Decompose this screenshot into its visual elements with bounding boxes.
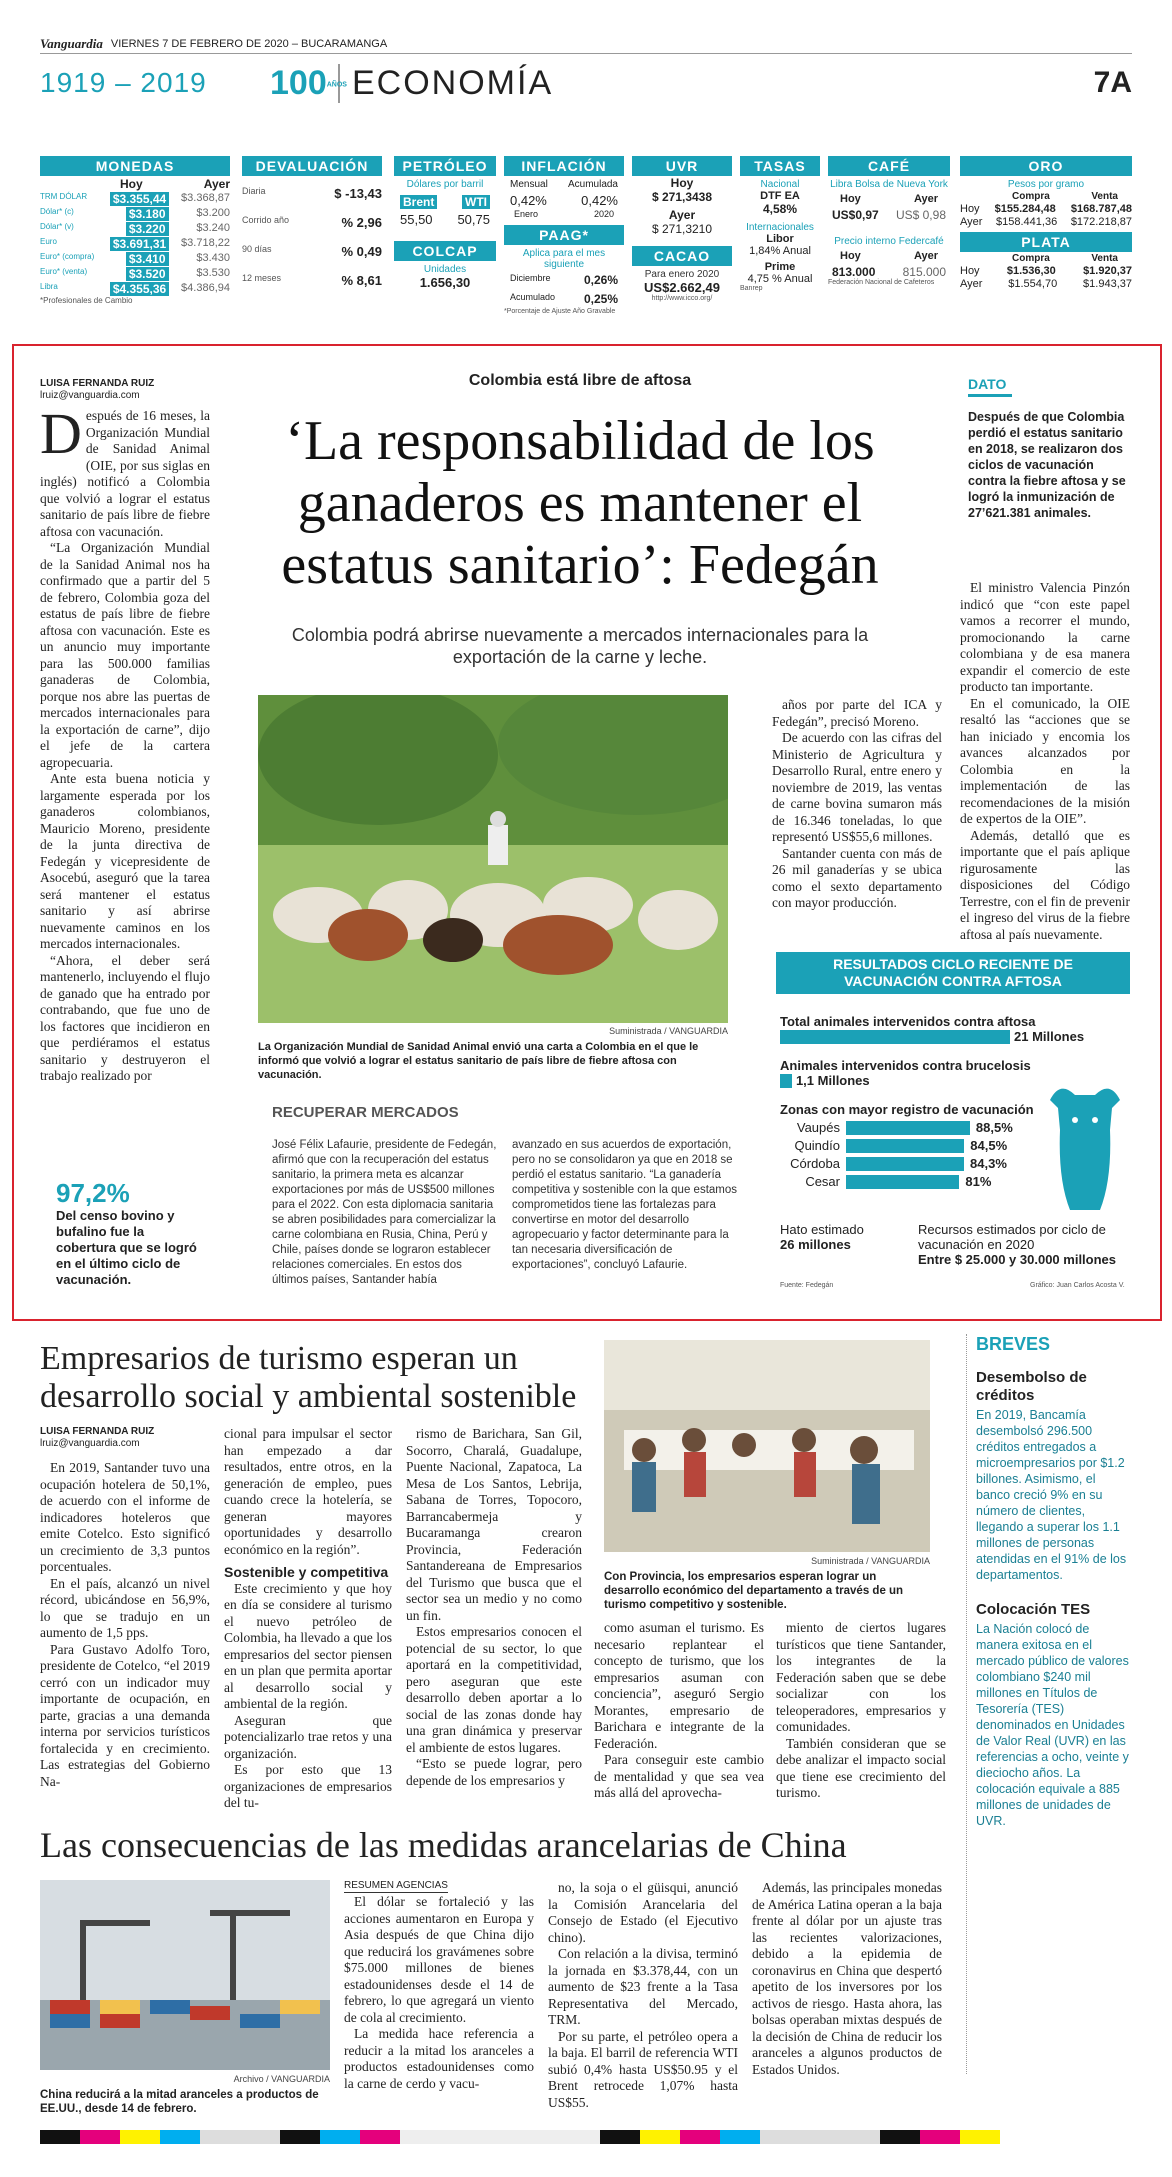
currency-row — [40, 282, 230, 296]
tourism-email: lruiz@vanguardia.com — [40, 1438, 140, 1449]
paag-value: 0,26% — [583, 273, 618, 287]
currency-name: Dólar* (v) — [40, 222, 74, 231]
oro-venta: Venta — [1091, 191, 1118, 202]
zone-row — [780, 1138, 1040, 1153]
recursos-value: Entre $ 25.000 y 30.000 millones — [918, 1252, 1117, 1267]
infographic-credit: Gráfico: Juan Carlos Acosta V. — [1030, 1282, 1125, 1289]
cafe-title: CAFÉ — [828, 156, 950, 176]
tourism-paragraph: Para conseguir este cambio de mentalidad y que sea vea más allá del aprovecha- — [594, 1752, 764, 1800]
oro-ayer-venta: $172.218,87 — [1070, 216, 1132, 228]
plata-ayer-venta: $1.943,37 — [1083, 278, 1132, 290]
devaluation-value: % 0,49 — [341, 244, 382, 259]
tourism-col-1 — [40, 1460, 210, 1790]
uvr-hoy-value: $ 271,3438 — [651, 190, 713, 204]
inf-v1: 0,42% — [510, 193, 547, 208]
cacao-value: US$2.662,49 — [644, 280, 720, 295]
tourism-photo — [604, 1340, 930, 1552]
china-caption: China reducirá a la mitad aranceles a productos de EE.UU., desde 14 de febrero. — [40, 2089, 319, 2115]
zone-bar — [846, 1175, 959, 1189]
currency-ayer: $4.386,94 — [181, 282, 230, 294]
tourism-subhead: Sostenible y competitiva — [224, 1564, 389, 1580]
zonas — [780, 1102, 1040, 1189]
cafe-source: Federación Nacional de Cafeteros — [828, 279, 935, 286]
cafe-hoy: Hoy — [840, 193, 861, 205]
china-byline: RESUMEN AGENCIAS — [344, 1880, 448, 1891]
dato-title: DATO — [968, 376, 1012, 397]
colcap-value: 1.656,30 — [419, 275, 471, 290]
lead-caption: La Organización Mundial de Sanidad Animal envió una carta a Colombia en el que le informó que volvió a lograr el estatus sanitario de país libre de fiebre aftosa con vacunación. — [258, 1041, 699, 1081]
inf-s1: Enero — [514, 209, 539, 219]
port-photo — [40, 1880, 330, 2070]
paag-row — [504, 290, 624, 308]
plata-title: PLATA — [960, 232, 1132, 252]
colcap-sub: Unidades — [423, 264, 467, 275]
uvr-ayer-value: $ 271,3210 — [651, 222, 713, 236]
plata-venta: Venta — [1091, 253, 1118, 264]
oro-box: ORO Pesos por gramo Compra Venta Hoy $155.284,48 $168.787,48 Ayer $158.441,36 $172.218,87 PLATA Compra Venta Hoy $1.536,30 $1.920,37 Ayer $1.554,70 $1.943,37 — [960, 158, 1132, 290]
col-hoy: Hoy — [120, 177, 143, 191]
inf-c2: Acumulada — [567, 179, 618, 190]
zone-row — [780, 1156, 1040, 1171]
china-paragraph: El dólar se fortaleció y las acciones aumentaron en Europa y Asia después de que China dijo que reducirá los gravámenes sobre $75.000 millones de bienes estadounidenses desde el 14 de febrero, lo que agregará un viento de cola al crecimiento. — [344, 1894, 534, 2025]
tasas-title: TASAS — [740, 156, 820, 176]
china-paragraph: Con relación a la divisa, terminó la jornada en $3.378,44, con un aumento de $23 frente a la Tasa Representativa del Mercado, TRM. — [548, 1946, 738, 2027]
zone-name: Quindío — [794, 1138, 840, 1153]
drop-cap: D — [40, 401, 82, 466]
devaluation-period: Corrido año — [242, 215, 290, 225]
lead-col-3 — [772, 697, 942, 912]
devaluation-row — [242, 244, 382, 259]
lead-paragraph: “La Organización Mundial de la Sanidad Animal nos ha confirmado que a partir del 5 de febrero, Colombia goza del estatus de país libre de fiebre aftosa con vacunación. Este es un anuncio muy importante para las 500.000 familias ganaderas de Colombia, porque nos abre las puertas de mercados internacionales para la exportación de carne”, dijo el jefe de la cartera agropecuaria. — [40, 540, 210, 770]
tourism-paragraph: Es por esto que 13 organizaciones de empresarios del tu- — [224, 1762, 392, 1810]
plata-hoy-compra: $1.536,30 — [1006, 265, 1056, 277]
total-label: Total animales intervenidos contra aftosa — [780, 1014, 1036, 1029]
zone-bar — [846, 1121, 970, 1135]
infographic-source: Fuente: Fedegán — [780, 1282, 834, 1289]
lead-paragraph: “Ahora, el deber será mantenerlo, incluyendo el flujo de ganado que ha entrado por contrabando, que fue uno de los factores que incidieron en que perdiéramos el estatus sanitario y destruyeron el trabajo realizado por — [40, 952, 210, 1083]
cafe-sub2: Precio interno Federcafé — [834, 236, 944, 247]
currency-hoy: $3.180 — [126, 207, 169, 221]
cafe-box — [828, 156, 950, 286]
cafe-ayer-2: Ayer — [913, 250, 938, 262]
currency-row — [40, 237, 230, 251]
zone-name: Vaupés — [796, 1120, 840, 1135]
brand-name: Vanguardia — [40, 35, 103, 51]
tourism-paragraph: “Esto se puede lograr, pero depende de los empresarios y — [406, 1756, 582, 1788]
rm-title: RECUPERAR MERCADOS — [272, 1104, 459, 1121]
section-header — [40, 58, 1132, 108]
china-paragraph: no, la soja o el güisqui, anunció la Comisión Arancelaria del Consejo de Estado (el Ejecutivo chino). — [548, 1880, 738, 1945]
currency-ayer: $3.718,22 — [181, 237, 230, 249]
anniversary-logo — [270, 63, 347, 103]
cacao-title: CACAO — [632, 246, 732, 266]
inf-v2: 0,42% — [581, 193, 618, 208]
inflacion-box — [504, 156, 624, 315]
devaluation-period: 12 meses — [242, 273, 282, 283]
logo-small: AÑOS — [326, 81, 347, 89]
lead-paragraph: Santander cuenta con más de 26 mil ganaderías y se ubica como el sexto departamento con mayor producción. — [772, 845, 942, 910]
breve-1-headline: Desembolso de créditos — [976, 1369, 1087, 1404]
lead-paragraph: En el comunicado, la OIE resaltó las “acciones que se han iniciado y encomia los avances alcanzados por Colombia en la implementación de las recomendaciones de la misión de expertos de la OIE”. — [960, 695, 1130, 826]
vaccination-infographic — [776, 952, 1130, 994]
lead-byline — [40, 378, 154, 402]
cacao-sub: Para enero 2020 — [644, 269, 720, 280]
paag-title: PAAG* — [504, 225, 624, 245]
hato-value: 26 millones — [780, 1237, 851, 1252]
anniversary-years: 1919 – 2019 — [40, 67, 207, 98]
cafe-hoy-2: Hoy — [840, 250, 861, 262]
currency-name: Euro — [40, 237, 57, 246]
dtf-value: 4,58% — [762, 202, 798, 216]
currency-hoy: $3.410 — [126, 252, 169, 266]
china-paragraph: Por su parte, el petróleo opera a la baja. El barril de referencia WTI subió 0,4% hasta US$50.95 y el Brent retrocede 1,07% hasta US$55. — [548, 2028, 738, 2110]
lead-email: lruiz@vanguardia.com — [40, 390, 140, 401]
currency-ayer: $3.200 — [196, 207, 230, 219]
paag-note: *Porcentaje de Ajuste Año Gravable — [504, 308, 616, 315]
devaluacion-rows — [242, 186, 382, 288]
monedas-note: *Profesionales de Cambio — [40, 296, 133, 305]
zone-name: Córdoba — [790, 1156, 840, 1171]
lead-col-1 — [40, 401, 210, 1085]
currency-ayer: $3.368,87 — [181, 192, 230, 204]
lead-paragraph: Además, detalló que es importante que el país aplique rigurosamente las disposiciones del Código Terrestre, con el fin de prevenir el ingreso del virus de la fiebre aftosa al país nuevamente. — [960, 827, 1130, 942]
zone-value: 84,5% — [970, 1138, 1008, 1153]
currency-row — [40, 252, 230, 266]
breve-2-body: La Nación colocó de manera exitosa en el mercado público de valores colombiano $240 mil millones en Títulos de Tesorería (TES) denominados en Unidades de Valor Real (UVR) en las referencias a ocho, veinte y dieciocho años. La colocación equivale a 885 millones de unidades de UVR. — [976, 1622, 1129, 1828]
cafe-ayer2-value: 815.000 — [902, 265, 946, 279]
tourism-paragraph: Este crecimiento y que hoy en día se considere al turismo el nuevo petróleo de Colombia, ha llevado a que los empresarios del sector piensen en un plan que permita aportar al desarrollo social y ambiental de la región. — [224, 1580, 392, 1711]
tourism-byline — [40, 1426, 154, 1450]
devaluation-value: % 2,96 — [341, 215, 382, 230]
oro-sub: Pesos por gramo — [1007, 179, 1085, 190]
tourism-col-2 — [224, 1426, 392, 1812]
plata-ayer-compra: $1.554,70 — [1008, 278, 1058, 290]
china-col-3 — [752, 1880, 942, 2078]
tourism-paragraph: rismo de Barichara, San Gil, Socorro, Charalá, Guadalupe, Puente Nacional, Zapatoca, La Mesa de Los Santos, Lebrija, Sabana de Torres, Topocoro, Barrancabermeja y Bucaramanga crearon Provincia, Federación Santandereana de Empresarios del Turismo que busca que el sector sea un medio y no como un fin. — [406, 1426, 582, 1623]
dato-box — [968, 376, 1128, 521]
breves-title: BREVES — [976, 1334, 1051, 1354]
oro-hoy-venta: $168.787,48 — [1070, 203, 1132, 215]
lead-dek: Colombia podrá abrirse nuevamente a mercados internacionales para la exportación de la carne y leche. — [291, 625, 869, 667]
paag-value: 0,25% — [583, 292, 618, 306]
paag-label: Diciembre — [510, 273, 551, 283]
monedas-box — [40, 156, 230, 305]
devaluation-period: Diaria — [242, 186, 266, 196]
paag-sub: Aplica para el mes siguiente — [522, 248, 606, 270]
infographic-title: RESULTADOS CICLO RECIENTE DE VACUNACIÓN CONTRA AFTOSA — [776, 952, 1130, 994]
col-ayer: Ayer — [203, 177, 230, 191]
currency-name: Libra — [40, 282, 58, 291]
petroleo-box — [394, 156, 496, 290]
tasas-internacionales: Internacionales — [746, 222, 814, 233]
lead-col-4 — [960, 580, 1130, 943]
zone-bar — [846, 1139, 964, 1153]
prime-label: Prime — [764, 261, 796, 273]
tourism-paragraph: miento de ciertos lugares turísticos que tiene Santander, los integrantes de la Federación saben que se debe socializar con los teleoperadores, empresarios y comunidades. — [776, 1620, 946, 1734]
stat-number: 97,2% — [56, 1178, 130, 1208]
devaluacion-box — [242, 156, 382, 302]
breve-1-body: En 2019, Bancamía desembolsó 296.500 créditos entregados a microempresarios por $1.2 billones. Asimismo, el banco creció 9% en su número de clientes, llegando a superar los 1.1 millones de personas atendidas en el 91% de los departamentos. — [976, 1408, 1127, 1582]
cafe-ayer-value: US$ 0,98 — [895, 208, 946, 222]
prime-value: 4,75 % Anual — [747, 273, 813, 285]
uvr-box — [632, 156, 732, 302]
currency-name: TRM DÓLAR — [40, 192, 88, 201]
paag-row — [504, 271, 624, 289]
monedas-rows — [40, 192, 230, 296]
page-number: 7A — [1093, 66, 1132, 99]
lead-paragraph: De acuerdo con las cifras del Ministerio de Agricultura y Desarrollo Rural, entre enero y noviembre de 2019, las ventas de carne bovina sumaron más de 16.346 toneladas, lo que representó US$55,6 millones. — [772, 730, 942, 844]
china-paragraph: La medida hace referencia a reducir a la mitad los aranceles a productos estadounidenses como la carne de cerdo y vacu- — [344, 2026, 534, 2091]
currency-hoy: $3.691,31 — [110, 237, 169, 251]
dateline: VIERNES 7 DE FEBRERO DE 2020 – BUCARAMANGA — [110, 37, 388, 50]
breves-column — [976, 1334, 1132, 1829]
zone-name: Cesar — [805, 1174, 840, 1189]
currency-row — [40, 207, 230, 221]
tourism-paragraph: También consideran que se debe analizar el impacto social que tiene ese crecimiento del turismo. — [776, 1735, 946, 1800]
china-headline: Las consecuencias de las medidas arancelarias de China — [40, 1825, 847, 1865]
lead-paragraph: Ante esta buena noticia y largamente esperada por los ganaderos colombianos, Mauricio Moreno, presidente de la junta directiva de Fedegán y vicepresidente de Asocebú, aseguró que la tarea será mantener el estatus sanitario y así abrirse nuevamente caminos en los mercados internacionales. — [40, 771, 210, 951]
tourism-author: LUISA FERNANDA RUIZ — [40, 1426, 155, 1437]
lead-paragraph: El ministro Valencia Pinzón indicó que “con este papel vamos a recorrer el mundo, promocionando la carne colombiana y de esa manera expandir el comercio de este producto tan importante. — [960, 580, 1130, 694]
petroleo-title: PETRÓLEO — [394, 156, 496, 176]
currency-row — [40, 192, 230, 206]
tourism-col-5 — [776, 1620, 946, 1802]
zone-value: 88,5% — [975, 1120, 1013, 1135]
brent-label: Brent — [400, 195, 437, 209]
wti-label: WTI — [462, 195, 490, 209]
stat-desc: Del censo bovino y bufalino fue la cobertura que se logró en el último ciclo de vacunación. — [56, 1208, 197, 1287]
currency-row — [40, 267, 230, 281]
total-aftosa — [780, 1014, 1130, 1044]
currency-hoy: $3.520 — [126, 267, 169, 281]
devaluation-row — [242, 215, 382, 230]
wti-value: 50,75 — [457, 212, 490, 227]
breve-2-headline: Colocación TES — [976, 1601, 1091, 1618]
cacao-source: http://www.icco.org/ — [651, 295, 713, 302]
zone-value: 81% — [965, 1174, 992, 1189]
tourism-paragraph: Estos empresarios conocen el potencial de su sector, lo que aportará en la competitividad, pero aseguran que este desarrollo deben aportar a lo social de las zonas donde hay una gran dinámica y preservar el ambiente de estos lugares. — [406, 1624, 582, 1755]
tourism-paragraph: En el país, alcanzó un nivel récord, ubicándose en 56,9%, lo que se tradujo en un aumento de 1,5 pps. — [40, 1575, 210, 1640]
devaluation-row — [242, 186, 382, 201]
uvr-hoy: Hoy — [670, 176, 694, 190]
devaluation-value: $ -13,43 — [334, 186, 382, 201]
rm-col-2: avanzado en sus acuerdos de exportación, pero no se consolidaron ya que en 2018 se perdió el estatus sanitario. “La ganadería competitiva y sostenible con la que estamos comprometidos tiene las fortalezas para convertirse en motor del desarrollo agropecuario y factor determinante para la tan necesaria diversificación de exportaciones”, concluyó Lafaurie. — [512, 1139, 738, 1271]
libor-label: Libor — [766, 233, 794, 245]
china-col-2 — [548, 1880, 738, 2111]
tasas-source: Banrep — [740, 285, 763, 292]
lead-author: LUISA FERNANDA RUIZ — [40, 378, 155, 389]
tourism-col-4 — [594, 1620, 764, 1802]
zone-value: 84,3% — [970, 1156, 1007, 1171]
hato — [780, 1222, 900, 1252]
currency-hoy: $3.355,44 — [110, 192, 169, 206]
currency-name: Dólar* (c) — [40, 207, 74, 216]
print-color-strip — [0, 2130, 1172, 2144]
zone-row — [780, 1120, 1040, 1135]
recursos — [918, 1222, 1130, 1267]
cafe-hoy2-value: 813.000 — [832, 265, 876, 279]
lead-paragraph: espués de 16 meses, la Organización Mundial de Sanidad Animal (OIE, por sus siglas en inglés) notificó a Colombia que volvió a lograr el estatus sanitario de país libre de fiebre aftosa con vacunación. — [40, 408, 210, 539]
oro-ayer-compra: $158.441,36 — [996, 216, 1058, 228]
tourism-photo-credit: Suministrada / VANGUARDIA — [811, 1556, 930, 1566]
colcap-title: COLCAP — [394, 241, 496, 261]
currency-ayer: $3.430 — [196, 252, 230, 264]
lead-headline: ‘La responsabilidad de los ganaderos es mantener el estatus sanitario’: Fedegán — [281, 410, 879, 596]
tourism-caption: Con Provincia, los empresarios esperan lograr un desarrollo económico del departamento a través de un turismo competitivo y sostenible. — [604, 1571, 904, 1611]
total-value: 21 Millones — [1014, 1029, 1085, 1044]
hato-label: Hato estimado — [780, 1222, 864, 1237]
bull-icon — [1040, 1070, 1130, 1220]
devaluation-value: % 8,61 — [341, 273, 382, 288]
bruc-label: Animales intervenidos contra brucelosis — [780, 1058, 1031, 1073]
plata-hoy-venta: $1.920,37 — [1083, 265, 1132, 277]
recursos-label: Recursos estimados por ciclo de vacunación en 2020 — [918, 1222, 1106, 1252]
petroleo-sub: Dólares por barril — [406, 179, 484, 190]
tourism-paragraph: Aseguran que potencializarlo trae retos y una organización. — [224, 1712, 392, 1761]
currency-name: Euro* (compra) — [40, 252, 95, 261]
zonas-label: Zonas con mayor registro de vacunación — [780, 1102, 1034, 1117]
brucelosis-bar — [780, 1074, 792, 1088]
tourism-paragraph: como asuman el turismo. Es necesario replantear el concepto de turismo, que los empresarios asuman con conciencia”, aseguró Sergio Morantes, empresario de Barichara e integrante de la Federación. — [594, 1620, 764, 1751]
devaluation-row — [242, 273, 382, 288]
cafe-sub1: Libra Bolsa de Nueva York — [830, 179, 948, 190]
cattle-photo — [258, 695, 728, 1023]
tasas-box — [740, 156, 820, 292]
paag-label: Acumulado — [510, 292, 556, 302]
lead-paragraph: años por parte del ICA y Fedegán”, precisó Moreno. — [772, 697, 942, 729]
oro-hoy-compra: $155.284,48 — [994, 203, 1056, 215]
tourism-col2-a: cional para impulsar el sector han empezado a dar resultados, entre otros, en la generación de empleo, pues cuando crece la hotelería, se generan mayores oportunidades y desarrollo económico en la región”. — [224, 1426, 392, 1557]
cafe-hoy-value: US$0,97 — [832, 208, 879, 222]
plata-compra: Compra — [1012, 253, 1050, 264]
libor-value: 1,84% Anual — [749, 245, 811, 257]
lead-photo-credit: Suministrada / VANGUARDIA — [609, 1026, 728, 1036]
monedas-title: MONEDAS — [40, 156, 230, 176]
currency-row — [40, 222, 230, 236]
lead-kicker: Colombia está libre de aftosa — [468, 372, 692, 389]
tasas-nacional: Nacional — [760, 179, 800, 190]
dtf-label: DTF EA — [760, 190, 800, 202]
dato-text: Después de que Colombia perdió el estatus sanitario en 2018, se realizaron dos ciclos de vacunación contra la fiebre aftosa y se logró la inmunización de 27’621.381 animales. — [968, 410, 1126, 520]
china-col-1 — [344, 1894, 534, 2092]
inf-s2: 2020 — [593, 209, 614, 219]
zone-bar — [846, 1157, 964, 1171]
china-paragraph: Además, las principales monedas de América Latina operan a la baja frente al dólar por un ajuste tras las recientes valorizaciones, debido a la epidemia de coronavirus en China que despertó apetito de los inversores por los activos de riesgo. Hasta ahora, las bolsas operaban mixtas después de la decisión de China de reducir los aranceles a algunos productos de Estados Unidos. — [752, 1880, 942, 2077]
logo-number: 100 — [270, 63, 327, 102]
zone-row — [780, 1174, 1040, 1189]
breves-divider — [966, 1334, 971, 2074]
china-photo-credit: Archivo / VANGUARDIA — [233, 2074, 330, 2084]
currency-hoy: $3.220 — [126, 222, 169, 236]
devaluation-period: 90 días — [242, 244, 272, 254]
oro-title: ORO — [960, 156, 1132, 176]
tourism-paragraph: Para Gustavo Adolfo Toro, presidente de Cotelco, “el 2019 cerró con un indicador muy importante de ocupación, en parte, gracias a una demanda interna por servicios turísticos fortalecida y en crecimiento. Las estrategias del Gobierno Na- — [40, 1641, 210, 1789]
currency-name: Euro* (venta) — [40, 267, 88, 276]
uvr-ayer: Ayer — [668, 208, 696, 222]
rm-col-1: José Félix Lafaurie, presidente de Fedegán, afirmó que con la recuperación del estatus sanitario, la primera meta es alcanzar exportaciones por más de US$500 millones para el 2022. Con esta diplomacia sanitaria se abren posibilidades para comercializar la carne colombiana en Rusia, China, Perú y Chile, países donde se lograron establecer relaciones comerciales. En estos dos últimos países, Santander había — [272, 1139, 497, 1286]
oro-compra: Compra — [1012, 191, 1050, 202]
inflacion-title: INFLACIÓN — [504, 156, 624, 176]
tourism-headline: Empresarios de turismo esperan un desarrollo social y ambiental sostenible — [40, 1340, 577, 1415]
paag-rows — [504, 271, 624, 308]
cafe-ayer: Ayer — [913, 193, 938, 205]
tourism-col-3 — [406, 1426, 582, 1789]
currency-ayer: $3.240 — [196, 222, 230, 234]
dateline-bar — [40, 34, 1132, 54]
currency-hoy: $4.355,36 — [110, 282, 169, 296]
uvr-title: UVR — [632, 156, 732, 176]
section-title: ECONOMÍA — [352, 63, 554, 102]
devaluacion-title: DEVALUACIÓN — [242, 156, 382, 176]
brent-value: 55,50 — [400, 212, 433, 227]
bruc-value: 1,1 Millones — [795, 1073, 870, 1088]
inf-c1: Mensual — [510, 179, 548, 190]
tourism-paragraph: En 2019, Santander tuvo una ocupación hotelera de 50,1%, de acuerdo con el informe de indicadores hoteleros que emite Cotelco. Esto significó un crecimiento de 3,3 puntos porcentuales. — [40, 1460, 210, 1574]
currency-ayer: $3.530 — [196, 267, 230, 279]
total-bar — [780, 1030, 1010, 1044]
